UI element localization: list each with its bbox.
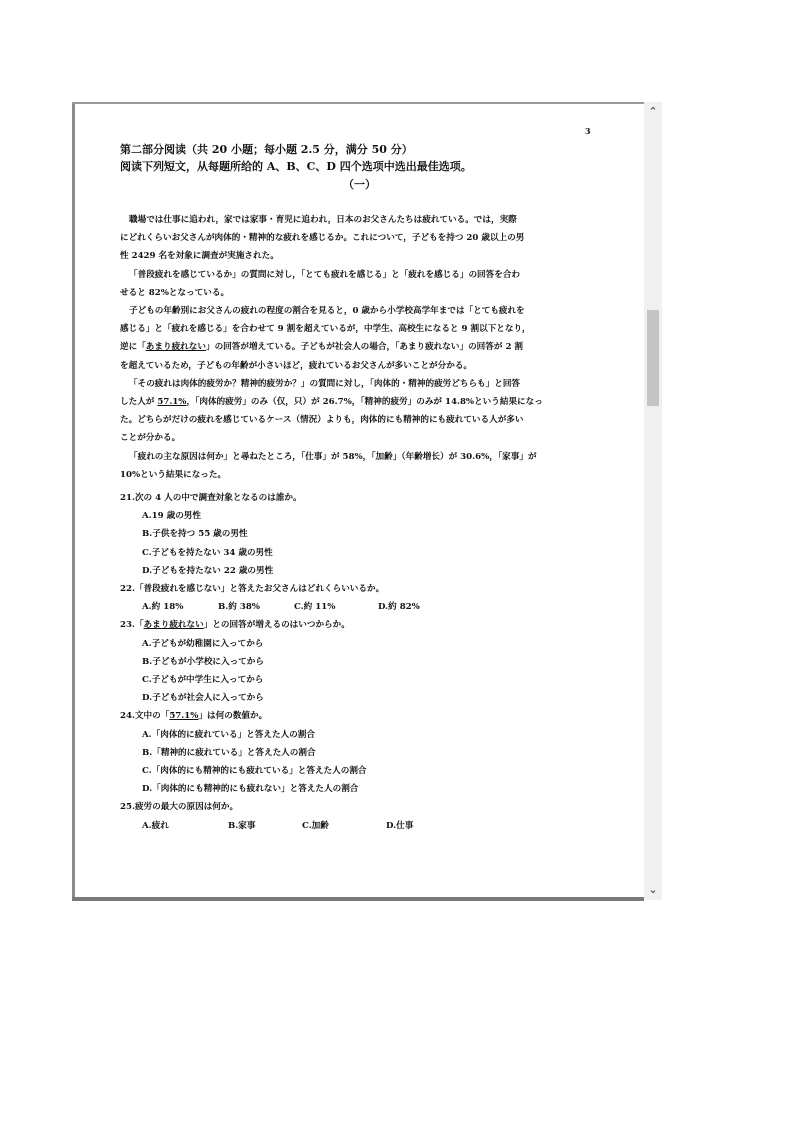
question-21: 21.次の 4 人の中で調査対象となるのは誰か。 bbox=[120, 493, 302, 503]
reading-passage bbox=[120, 211, 600, 484]
text-span: 」との回答が増えるのはいつからか。 bbox=[203, 620, 350, 631]
viewer-border-bottom bbox=[72, 897, 644, 901]
option: A.約 18% bbox=[142, 602, 184, 613]
option: A.子どもが幼稚園に入ってから bbox=[142, 638, 264, 649]
passage-line: 「疲れの主な原因は何か」と尋ねたところ，「仕事」が 58%，「加齢」（年齢増长）が 30.6%，「家事」が bbox=[129, 451, 537, 462]
underlined-phrase: あまり疲れない bbox=[145, 342, 206, 353]
document-page bbox=[75, 104, 644, 897]
option: D.「肉体的にも精神的にも疲れない」と答えた人の割合 bbox=[142, 784, 359, 795]
option: B.家事 bbox=[228, 820, 256, 831]
option: D.子どもを持たない 22 歳の男性 bbox=[142, 565, 274, 576]
option: A.「肉体的に疲れている」と答えた人の割合 bbox=[142, 729, 315, 740]
option: B.「精神的に疲れている」と答えた人の割合 bbox=[142, 747, 316, 758]
passage-line: 子どもの年齢別にお父さんの疲れの程度の割合を見ると，0 歳から小学校高学年までは「とても疲れを bbox=[129, 306, 525, 317]
option: C.加齢 bbox=[302, 820, 329, 831]
passage-line bbox=[120, 393, 600, 411]
underlined-phrase: あまり疲れない bbox=[143, 620, 204, 631]
passage-line: 性 2429 名を対象に調査が実施された。 bbox=[120, 251, 279, 262]
header-line-1: 第二部分阅读（共 20 小题；每小题 2.5 分，满分 50 分） bbox=[120, 143, 413, 156]
passage-line: 10%という結果になった。 bbox=[120, 469, 227, 480]
passage-line bbox=[120, 338, 600, 356]
text-span: 24.文中の「 bbox=[120, 711, 170, 722]
question-23 bbox=[120, 616, 600, 634]
passage-line: 「その疲れは肉体的疲労か？精神的疲労か？」の質問に対し，「肉体的・精神的疲労どちらも」と回答 bbox=[129, 378, 521, 389]
question-22: 22.「普段疲れを感じない」と答えたお父さんはどれくらいいるか。 bbox=[120, 584, 385, 595]
option: C.約 11% bbox=[294, 602, 336, 613]
chevron-up-icon[interactable]: ⌃ bbox=[648, 105, 658, 118]
option: B.子どもが小学校に入ってから bbox=[142, 656, 264, 667]
passage-line: 「普段疲れを感じているか」の質問に対し，「とても疲れを感じる」と「疲れを感じる」の回答を合わ bbox=[129, 269, 521, 280]
passage-line: た。どちらがだけの疲れを感じているケース（情況）よりも，肉体的にも精神的にも疲れている人が多い bbox=[120, 415, 524, 426]
option: B.約 38% bbox=[218, 602, 260, 613]
passage-line: を超えているため，子どもの年齢が小さいほど，疲れているお父さんが多いことが分かる。 bbox=[120, 360, 473, 371]
option: A.19 歳の男性 bbox=[142, 511, 201, 522]
chevron-down-icon[interactable]: ⌄ bbox=[648, 883, 658, 896]
page-number: 3 bbox=[585, 126, 591, 136]
text-span: 」は何の数値か。 bbox=[198, 711, 268, 722]
passage-line: 感じる」と「疲れを感じる」を合わせて 9 割を超えているが，中学生、高校生になると 9 割以下となり， bbox=[120, 324, 531, 335]
text-span: ，「肉体的疲労」のみ（仅，只）が 26.7%，「精神的疲労」のみが 14.8%という結果になっ bbox=[186, 397, 543, 408]
option: C.「肉体的にも精神的にも疲れている」と答えた人の割合 bbox=[142, 766, 367, 777]
option: D.子どもが社会人に入ってから bbox=[142, 693, 264, 704]
option: C.子どもを持たない 34 歳の男性 bbox=[142, 547, 273, 558]
text-span: 23.「 bbox=[120, 620, 144, 631]
section-header bbox=[120, 141, 472, 175]
question-list bbox=[120, 489, 600, 835]
option: D.仕事 bbox=[386, 820, 414, 831]
underlined-number: 57.1% bbox=[169, 711, 199, 722]
text-span: 」の回答が増えている。子どもが社会人の場合，「あまり疲れない」の回答が 2 割 bbox=[205, 342, 524, 353]
section-title: （一） bbox=[343, 178, 376, 191]
passage-line: ことが分かる。 bbox=[120, 433, 181, 444]
underlined-number: 57.1% bbox=[157, 397, 187, 408]
option: C.子どもが中学生に入ってから bbox=[142, 675, 264, 686]
option-row bbox=[120, 598, 600, 616]
option: D.約 82% bbox=[378, 602, 420, 613]
text-span: 逆に「 bbox=[120, 342, 146, 353]
question-25: 25.疲労の最大の原因は何か。 bbox=[120, 802, 239, 813]
scrollbar-thumb[interactable] bbox=[647, 310, 659, 406]
vertical-scrollbar[interactable] bbox=[644, 102, 662, 900]
text-span: した人が bbox=[120, 397, 158, 408]
option-row bbox=[120, 817, 600, 835]
passage-line: せると 82%となっている。 bbox=[120, 287, 230, 298]
option: A.疲れ bbox=[142, 820, 169, 831]
question-24 bbox=[120, 707, 600, 725]
passage-line: 職場では仕事に追われ，家では家事・育児に追われ，日本のお父さんたちは疲れている。では，実際 bbox=[129, 215, 517, 225]
passage-line: にどれくらいお父さんが肉体的・精神的な疲れを感じるか。これについて，子どもを持つ 20 歳以上の男 bbox=[120, 233, 525, 244]
header-line-2: 阅读下列短文，从每题所给的 A、B、C、D 四个选项中选出最佳选项。 bbox=[120, 160, 472, 173]
option: B.子供を持つ 55 歳の男性 bbox=[142, 529, 248, 540]
